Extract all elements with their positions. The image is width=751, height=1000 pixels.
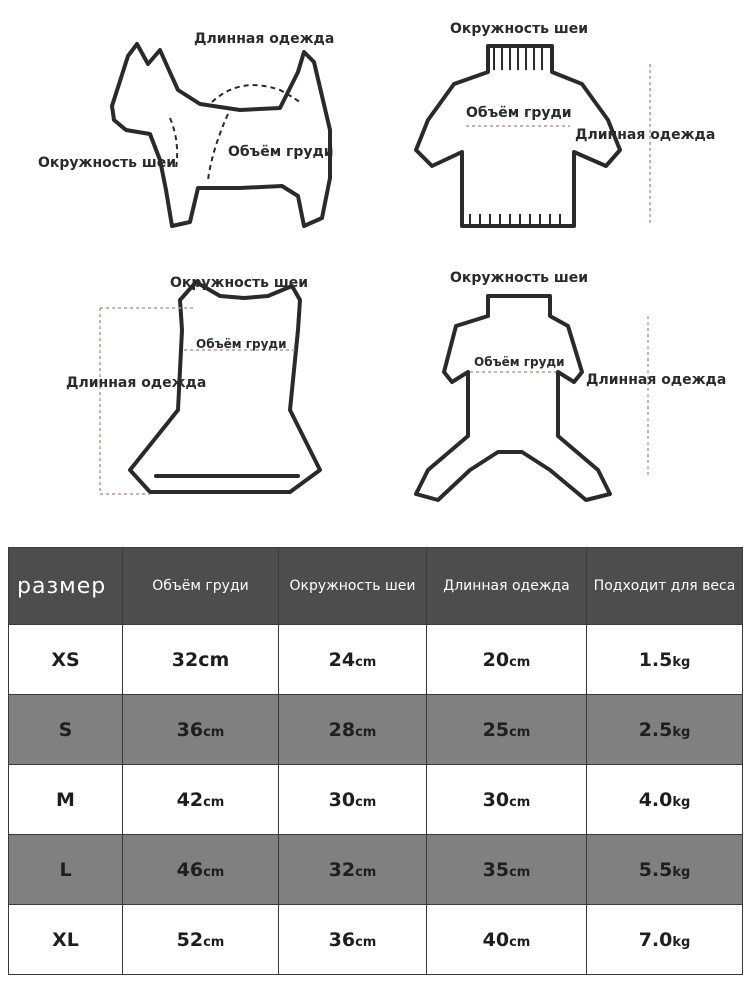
length-value: 20 [482,648,510,671]
weight-unit: kg [672,654,691,670]
weight-cell [587,905,743,975]
header-neck: Окружность шеи [279,548,427,625]
length-value: 25 [482,718,510,741]
length-unit: cm [509,724,531,740]
length-cell [427,835,587,905]
size-cell [9,695,123,765]
weight-unit: kg [672,864,691,880]
neck-unit: cm [355,864,377,880]
dog-chest-measure [208,114,228,180]
neck-unit: cm [355,934,377,950]
weight-unit: kg [672,724,691,740]
jumpsuit-chest-label: Объём груди [474,355,565,369]
size-value: XL [52,928,79,951]
header-weight: Подходит для веса [587,548,743,625]
length-unit: cm [509,934,531,950]
size-value: M [56,788,75,811]
dog-length-label: Длинная одежда [194,31,335,47]
neck-unit: cm [355,724,377,740]
table-row [9,835,743,905]
dog-chest-label: Объём груди [228,144,334,160]
chest-unit: cm [203,724,225,740]
dog-neck-label: Окружность шеи [38,155,177,171]
jumpsuit-neck-label: Окружность шеи [450,270,589,286]
size-cell [9,905,123,975]
weight-cell [587,625,743,695]
chest-unit: cm [203,934,225,950]
jumpsuit-outline [416,296,610,500]
table-row [9,625,743,695]
sweater-hem-ribbing [470,214,560,224]
neck-value: 36 [328,928,356,951]
sweater-collar-ribbing [494,48,542,70]
chest-unit: cm [203,864,225,880]
length-unit: cm [509,794,531,810]
chest-cell [123,765,279,835]
size-value: XS [51,648,80,671]
length-unit: cm [509,864,531,880]
header-length: Длинная одежда [427,548,587,625]
neck-unit: cm [355,794,377,810]
neck-cell [279,905,427,975]
chest-cell [123,625,279,695]
header-size: размер [9,548,123,625]
size-table [8,547,743,975]
sweater-neck-label: Окружность шеи [450,21,589,37]
weight-unit: kg [672,934,691,950]
weight-unit: kg [672,794,691,810]
chest-unit: cm [203,794,225,810]
weight-value: 5.5 [638,858,673,881]
chest-cell [123,905,279,975]
weight-value: 2.5 [638,718,673,741]
weight-cell [587,835,743,905]
table-header-row [9,548,743,625]
table-row [9,905,743,975]
length-cell [427,765,587,835]
length-value: 40 [482,928,510,951]
neck-cell [279,695,427,765]
length-cell [427,905,587,975]
size-cell [9,625,123,695]
header-chest: Объём груди [123,548,279,625]
dress-length-label: Длинная одежда [66,375,207,391]
weight-cell [587,695,743,765]
weight-cell [587,765,743,835]
dress-chest-label: Объём груди [196,337,287,351]
table-row [9,695,743,765]
size-cell [9,765,123,835]
neck-value: 32 [328,858,356,881]
weight-value: 1.5 [638,648,673,671]
neck-value: 24 [328,648,356,671]
length-unit: cm [509,654,531,670]
weight-value: 7.0 [638,928,673,951]
length-value: 35 [482,858,510,881]
dog-silhouette [112,44,330,226]
sweater-length-label: Длинная одежда [575,127,716,143]
size-value: L [59,858,72,881]
sweater-chest-label: Объём груди [466,105,572,121]
chest-value: 32 [171,648,199,671]
neck-cell [279,625,427,695]
chest-value: 52 [176,928,204,951]
weight-value: 4.0 [638,788,673,811]
chest-value: 46 [176,858,204,881]
neck-cell [279,835,427,905]
length-cell [427,625,587,695]
chest-value: 36 [176,718,204,741]
neck-value: 30 [328,788,356,811]
dress-neck-label: Окружность шеи [170,275,309,291]
chest-cell [123,835,279,905]
table-row [9,765,743,835]
chest-unit: cm [198,648,230,671]
size-cell [9,835,123,905]
length-value: 30 [482,788,510,811]
jumpsuit-length-label: Длинная одежда [586,372,727,388]
chest-cell [123,695,279,765]
neck-unit: cm [355,654,377,670]
neck-value: 28 [328,718,356,741]
size-value: S [58,718,73,741]
neck-cell [279,765,427,835]
length-cell [427,695,587,765]
chest-value: 42 [176,788,204,811]
